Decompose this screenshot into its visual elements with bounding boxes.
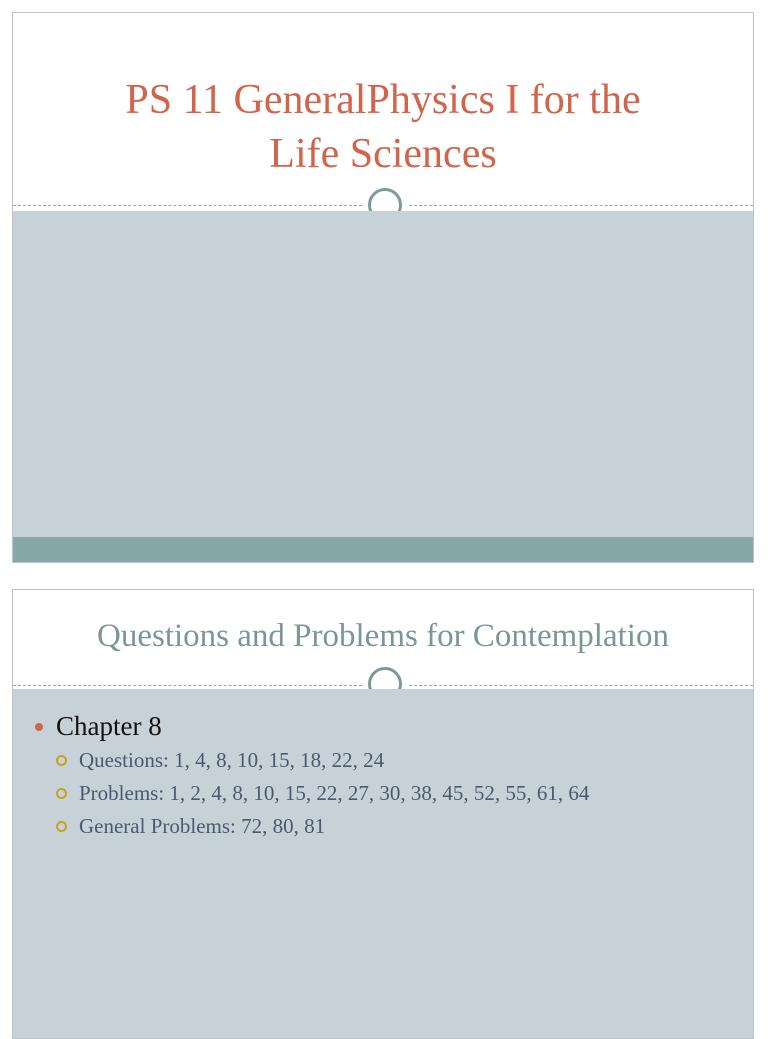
- title-line-2: Life Sciences: [269, 131, 497, 177]
- bullet-text: Chapter 8: [56, 711, 162, 741]
- title-area: [13, 13, 753, 205]
- sub-bullet-questions: [13, 744, 753, 777]
- dot-bullet-icon: [35, 723, 43, 731]
- slide-title-heading: [13, 73, 753, 181]
- ring-bullet-icon: [56, 788, 67, 799]
- slide-questions: [12, 589, 754, 1039]
- sub-bullet-text: General Problems: 72, 80, 81: [79, 814, 326, 838]
- sub-bullet-problems: [13, 777, 753, 810]
- sub-bullet-text: Problems: 1, 2, 4, 8, 10, 15, 22, 27, 30, 38, 45, 52, 55, 61, 64: [79, 781, 590, 805]
- slide-title: [12, 12, 754, 563]
- ring-bullet-icon: [56, 755, 67, 766]
- sub-bullet-general-problems: [13, 810, 753, 843]
- slide-body: [13, 211, 753, 562]
- title-line-1: PS 11 GeneralPhysics I for the: [125, 77, 641, 123]
- bullet-chapter: [13, 708, 753, 744]
- footer-band: [13, 537, 753, 562]
- slide-heading: Questions and Problems for Contemplation: [97, 618, 669, 654]
- bullet-list: [13, 708, 753, 843]
- sub-bullet-text: Questions: 1, 4, 8, 10, 15, 18, 22, 24: [79, 748, 385, 772]
- ring-bullet-icon: [56, 821, 67, 832]
